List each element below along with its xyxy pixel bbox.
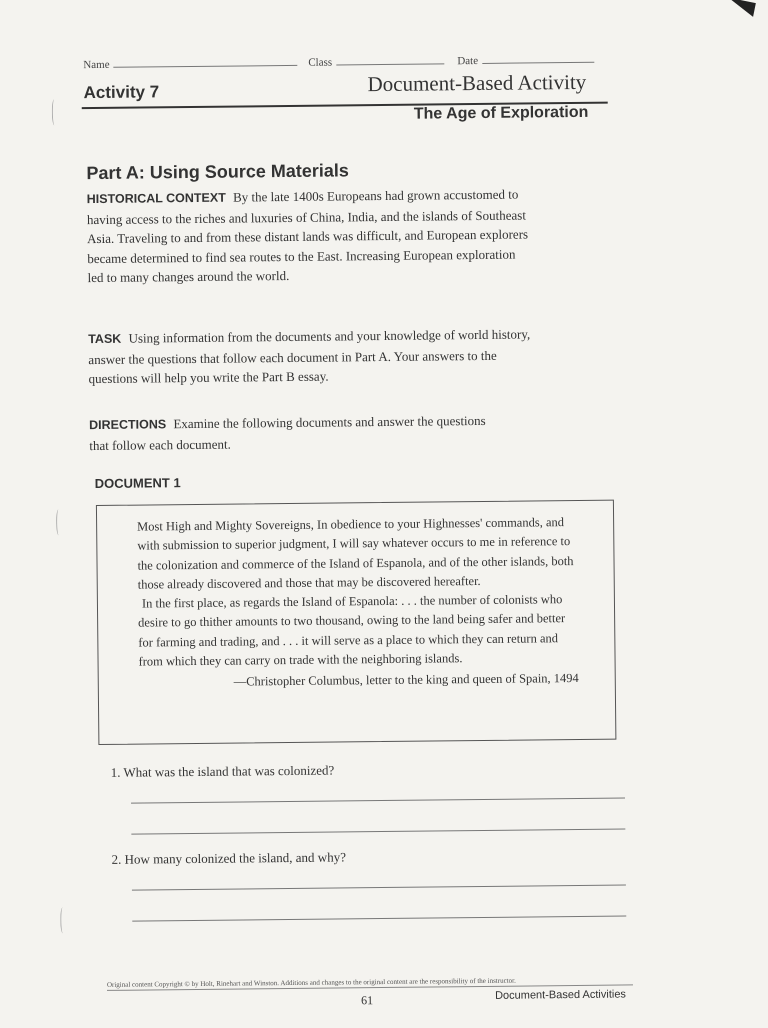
name-field[interactable] (83, 55, 297, 71)
document-1-paragraph-2: In the first place, as regards the Island of Espanola: . . . the number of colonists who desire to go thither amounts to two thousand, owing to the land being safer and better for farming and trading, and . . . it will serve as a place to which they can return and from which they can carry on trade with the neighboring islands. (138, 592, 566, 669)
task-text: Using information from the documents and your knowledge of world history, answer the questions that follow each document in Part A. Your answers to the questions will help you write the Part B essay. (88, 326, 531, 387)
date-label: Date (457, 54, 479, 68)
page-subtitle: The Age of Exploration (413, 103, 589, 123)
name-label: Name (83, 58, 110, 72)
name-line (113, 55, 297, 68)
question-1-answer-line[interactable] (131, 797, 625, 803)
binder-hole-mark (60, 907, 65, 933)
class-label: Class (308, 56, 333, 69)
question-1: 1. What was the island that was colonized? (110, 762, 335, 780)
directions-text: Examine the following documents and answer the questions that follow each document. (89, 412, 486, 453)
question-2-answer-line[interactable] (132, 884, 626, 890)
question-2: 2. How many colonized the island, and why? (111, 849, 347, 867)
scan-corner-mark (726, 0, 756, 17)
historical-context (87, 184, 533, 287)
page-title: Document-Based Activity (367, 69, 587, 97)
directions (89, 411, 489, 455)
copyright-notice: Original content Copyright © by Holt, Rinehart and Winston. Additions and changes to the original content are the responsibility of the instructor. (107, 975, 633, 991)
footer-section-title: Document-Based Activities (495, 988, 626, 1002)
page-number: 61 (361, 993, 374, 1008)
directions-label: DIRECTIONS (89, 417, 167, 433)
header-fields (83, 52, 603, 72)
part-a-title: Part A: Using Source Materials (86, 160, 349, 184)
document-1-paragraph-1: Most High and Mighty Sovereigns, In obedience to your Highnesses' commands, and with submission to superior judgment, I will say whatever occurs to me in reference to the colonization and commerce of the Island of Espanola, and of the other islands, both those already discovered and those that may be discovered hereafter. (137, 515, 574, 592)
class-field[interactable] (308, 53, 444, 68)
question-1-answer-line[interactable] (131, 828, 625, 834)
class-line (336, 53, 444, 65)
question-2-answer-line[interactable] (132, 915, 626, 921)
document-1-attribution: —Christopher Columbus, letter to the king and queen of Spain, 1494 (233, 671, 579, 689)
document-1-label: DOCUMENT 1 (94, 475, 181, 492)
binder-hole-mark (56, 509, 61, 535)
document-1-text (137, 513, 579, 693)
date-field[interactable] (457, 52, 594, 67)
binder-hole-mark (52, 99, 57, 125)
task (88, 324, 534, 388)
document-1-box (96, 500, 616, 745)
activity-number: Activity 7 (83, 82, 160, 103)
date-line (482, 52, 594, 64)
task-label: TASK (88, 331, 122, 347)
historical-context-label: HISTORICAL CONTEXT (86, 190, 226, 207)
historical-context-text: By the late 1400s Europeans had grown accustomed to having access to the riches and luxuries of China, India, and the islands of Southeast Asia. Traveling to and from these distant lands was difficult, and European explorers became determined to find sea routes to the East. Increasing European exploration led to many changes around the world. (86, 186, 529, 286)
